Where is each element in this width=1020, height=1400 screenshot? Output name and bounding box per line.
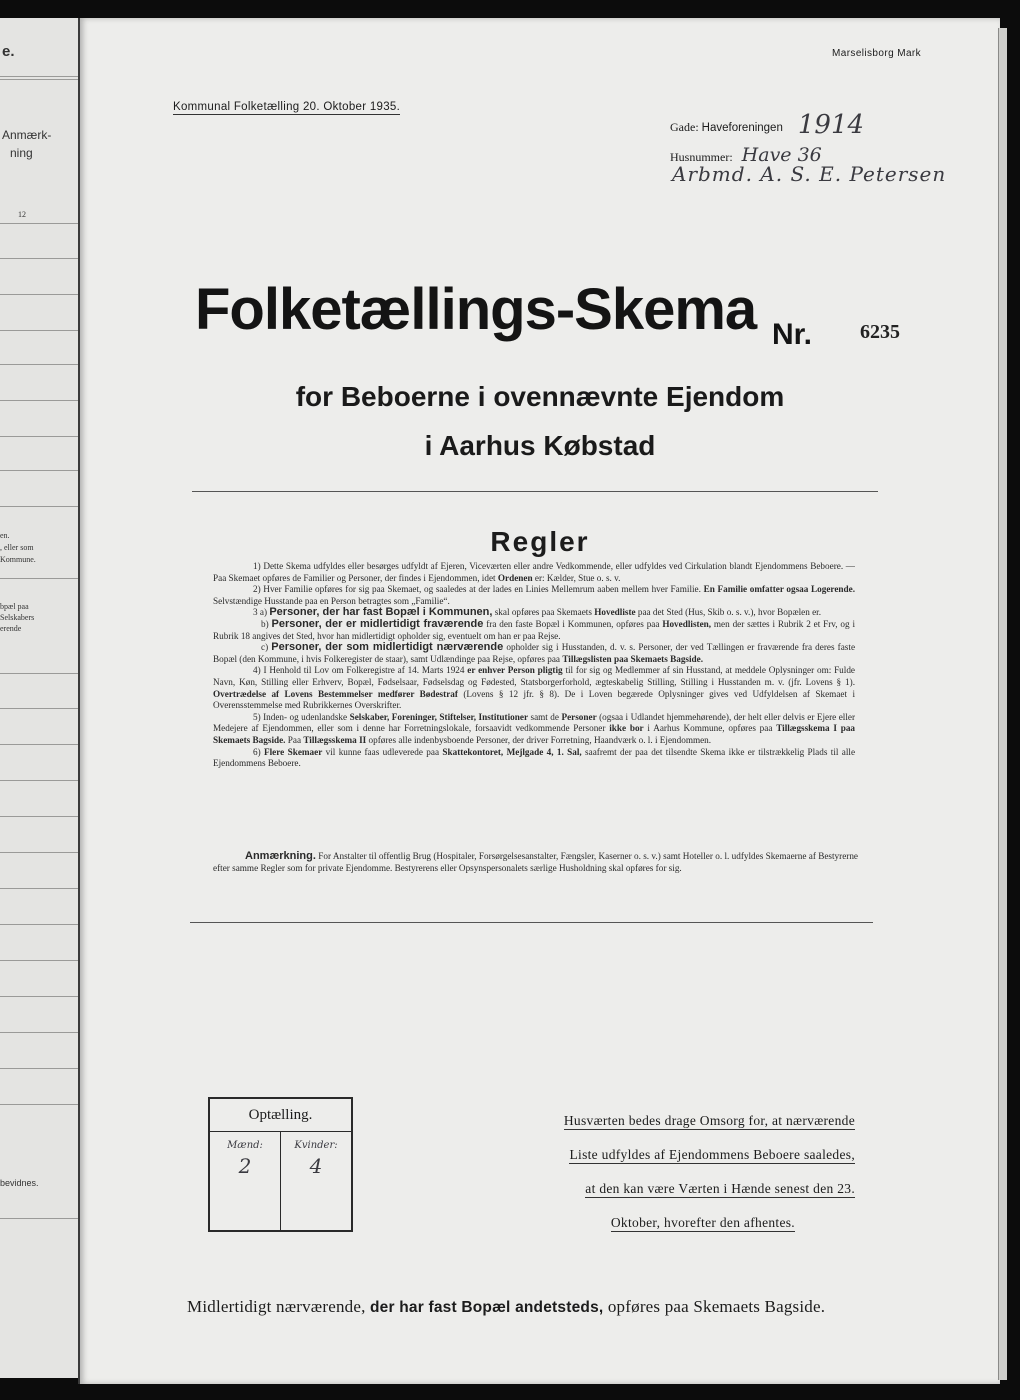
left-col-number: 12 [18,210,26,219]
maend-cell [210,1132,281,1230]
gade-field [670,108,864,138]
form-nr-label: Nr. [772,318,813,351]
owner-handwritten: Arbmd. A. S. E. Petersen [672,162,947,186]
rules-heading: Regler [490,526,590,557]
maend-value: 2 [238,1154,252,1178]
notice-line-1: Husværten bedes drage Omsorg for, at nærværende [563,1113,855,1128]
census-date-line: Kommunal Folketælling 20. Oktober 1935. [173,101,401,113]
rule-4: 4) I Henhold til Lov om Folkeregistre af 14. Marts 1924 er enhver Person pligtig til for sig og Medlemmer af sin Husstand, at meddele Oplysninger om: Fulde Navn, Køn, Stilling eller Erhverv, Bopæl, Fødselsaar, Fødselsdag og Fødested, Statsborgerforhold, ægteskabelig Stilling, Stilling i Husstanden m. v. (jfr. Lovens § 1). Overtrædelse af Lovens Bestemmelser medfører Bødestraf (Lovens § 12 jfr. § 8). De i Loven begærede Oplysninger gives ved Udfyldelsen af Skemaet i Overensstemmelse med Rubrikkernes Overskrifter. [213,665,856,711]
rule-5: 5) Inden- og udenlandske Selskaber, Foreninger, Stiftelser, Institutioner samt de Personer (ogsaa i Udlandet hjemmehørende), der helt eller delvis er Ejere eller Medejere af Ejendommen, eller som i denne har Forretningslokale, forsaavidt vedkommende Personer ikke bor i Aarhus Kommune, opføres paa Tillægsskema I paa Skemaets Bagside. Paa Tillægsskema II opføres alle indenbysboende Personer, der driver Forretning, Haandværk o. l. i Ejendommen. [213,711,856,745]
gade-handwritten: 1914 [797,110,865,140]
left-note-6: erende [0,624,22,633]
maend-label: Mænd: [227,1140,263,1151]
left-note-1: en. [0,531,10,540]
notice-line-3: at den kan være Værten i Hænde senest den 23. [585,1181,855,1196]
anmaerkning-divider [190,922,873,923]
husnummer-label: Husnummer: [670,150,733,164]
left-note-5: Selskabers [0,613,35,622]
footer-note [187,1297,825,1317]
rule-6: 6) Flere Skemaer vil kunne faas udleverede paa Skattekontoret, Mejlgade 4, 1. Sal, saafremt der paa det tilsendte Skema ikke er tilstrækkelig Plads til alle Ejendommens Beboere. [213,746,856,769]
kvinder-label: Kvinder: [294,1140,338,1151]
census-form-page [80,18,1000,1384]
anmaerkning-text: For Anstalter til offentlig Brug (Hospitaler, Forsørgelsesanstalter, Fængsler, Kaserner o. s. v.) samt Hoteller o. l. udfyldes Skemaerne af Bestyrerne efter samme Regler som for private Ejendomme. Bestyrerens eller Opsynspersonalets særlige Husholdning skal opføres for sig. [213,851,859,873]
footer-bold: der har fast Bopæl andetsteds, [370,1299,604,1316]
left-anmaerkning-2: ning [10,146,33,160]
rule-2: 2) Hver Familie opføres for sig paa Skemaet, og saaledes at der lades en Linies Mellemrum aaben mellem hver Familie. En Familie omfatter ogsaa Logerende. Selvstændige Husstande paa en Person betragtes som „Familie“. [213,584,855,606]
form-title: Folketællings-Skema [195,277,757,342]
gade-value: Haveforeningen [701,122,783,134]
left-note-3: Kommune. [0,555,36,564]
form-subtitle: for Beboerne i ovennævnte Ejendom [295,381,785,412]
left-note-2: , eller som [0,543,34,552]
rule-3b: b) Personer, der er midlertidigt fraværende fra den faste Bopæl i Kommunen, opføres paa Hovedlisten, men der sættes i Rubrik 2 et Frv, og i Rubrik 18 angives det Sted, hvor han midlertidigt opholder sig, eventuelt om han er paa Rejse. [213,617,856,641]
notice-line-4: Oktober, hvorefter den afhentes. [610,1215,795,1230]
form-location: i Aarhus Købstad [424,430,656,461]
left-anmaerkning: Anmærk- [2,128,52,142]
footer-post: opføres paa Skemaets Bagside. [607,1297,826,1316]
count-box [208,1097,353,1232]
left-note-4: bpæl paa [0,602,29,611]
title-divider [192,491,878,492]
rule-3a: 3 a) Personer, der har fast Bopæl i Kommunen, skal opføres paa Skemaets Hovedliste paa det Sted (Hus, Skib o. s. v.), hvor Bopælen er. [253,606,822,619]
anmaerkning-label: Anmærkning. [245,850,316,862]
left-facing-page [0,18,78,1378]
husnummer-handwritten: Have 36 [741,144,822,166]
anmaerkning-note [213,851,858,874]
left-note-7: bevidnes. [0,1178,39,1188]
left-fragment: e. [2,43,15,60]
corner-note: Marselisborg Mark [832,48,922,59]
rules-text [213,561,855,770]
rule-3c: c) Personer, der som midlertidigt nærværende opholder sig i Husstanden, d. v. s. Personer, der ved Tællingen er fraværende fra deres faste Bopæl (den Kommune, i hvis Folkeregister de staar), samt Udlændinge paa Rejse, opføres paa Tillægslisten paa Skemaets Bagside. [213,641,856,664]
page-edge [998,28,1007,1380]
kvinder-cell [281,1132,351,1230]
footer-pre: Midlertidigt nærværende, [187,1297,366,1316]
notice-line-2: Liste udfyldes af Ejendommens Beboere saaledes, [569,1147,855,1162]
count-box-title: Optælling. [210,1099,351,1132]
rule-1: 1) Dette Skema udfyldes eller besørges udfyldt af Ejeren, Viceværten eller andre Vedkommende, eller udfyldes ved Cirkulation blandt Ejendommens Beboere. — Paa Skemaet opføres de Familier og Personer, der findes i Ejendommen, idet Ordenen er: Kælder, Stue o. s. v. [213,561,855,583]
gade-label: Gade: [670,120,699,134]
form-nr-value: 6235 [860,321,900,343]
kvinder-value: 4 [309,1154,323,1178]
